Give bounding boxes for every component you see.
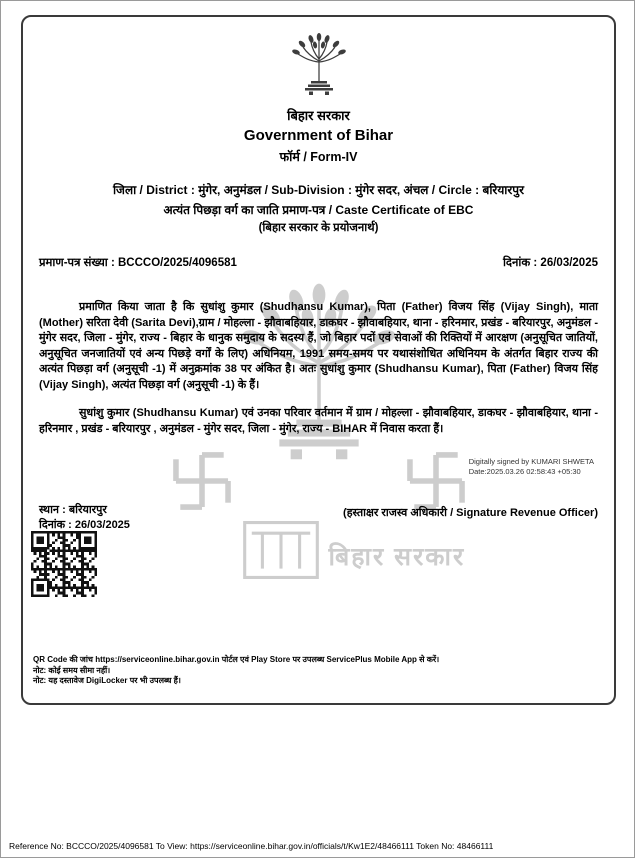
note-line: नोट: यह दस्तावेज DigiLocker पर भी उपलब्ध हैं। [33, 676, 181, 685]
issue-date: दिनांक : 26/03/2025 [502, 257, 598, 269]
bihar-emblem-icon [289, 31, 349, 96]
place-label: स्थान : बरियारपुर [39, 504, 107, 516]
reference-line: Reference No: BCCCO/2025/4096581 To View: https://serviceonline.bihar.gov.in/officials/t/Kw1E2/48466111 Token No: 48466111 [9, 841, 494, 851]
footer-notes [33, 655, 439, 687]
body-paragraph-1: प्रमाणित किया जाता है कि सुधांशु कुमार (Shudhansu Kumar), पिता (Father) विजय सिंह (Vijay Singh), माता (Mother) सरिता देवी (Sarita Devi),ग्राम / मोहल्ला - झौवाबहियार, डाकघर - झौवाबहियार, थाना - हरिनमार, प्रखंड - बरियारपुर, अनुमंडल - मुंगेर सदर, जिला - मुंगेर, राज्य - बिहार के धानुक समुदाय के सदस्य हैं, जो बिहार पदों एवं सेवाओं की रिक्तियों में आरक्षण (अनुसूचित जातियों, अनुसूचित जनजातियों एवं अन्य पिछड़े वर्गों के लिए) अधिनियम, 1991 समय-समय पर यथासंशोधित अधिनियम के अंतर्गत बिहार राज्य की अत्यंत पिछड़ा वर्ग (अनुसूची -1) में अनुक्रमांक 38 पर अंकित है। अतः सुधांशु कुमार (Shudhansu Kumar), पिता (Father) विजय सिंह (Vijay Singh), अत्यंत पिछड़ा वर्ग (अनुसूची -1) के हैं। [39, 301, 598, 391]
watermark-seal-icon [239, 519, 323, 581]
org-name-hindi: बिहार सरकार [287, 108, 350, 123]
digital-signature [469, 457, 594, 476]
body-paragraph-2: सुधांशु कुमार (Shudhansu Kumar) एवं उनका परिवार वर्तमान में ग्राम / मोहल्ला - झौवाबहियार, डाकघर - झौवाबहियार, थाना - हरिनमार , प्रखंड - बरियारपुर , अनुमंडल - मुंगेर सदर, जिला - मुंगेर, राज्य - BIHAR में निवास करता हैं। [39, 407, 598, 435]
certificate-number: प्रमाण-पत्र संख्या : BCCCO/2025/4096581 [39, 257, 237, 269]
certificate-title: अत्यंत पिछड़ा वर्ग का जाति प्रमाण-पत्र / Caste Certificate of EBC [163, 203, 474, 217]
org-name-english: Government of Bihar [243, 127, 394, 144]
certificate-border [21, 15, 616, 705]
officer-signature-label: (हस्ताक्षर राजस्व अधिकारी / Signature Revenue Officer) [343, 507, 598, 519]
place-date-block [39, 503, 130, 533]
purpose-line: (बिहार सरकार के प्रयोजनार्थ) [258, 222, 379, 234]
digital-signature-line1: Digitally signed by KUMARI SHWETA [468, 457, 594, 466]
digital-signature-line2: Date:2025.03.26 02:58:43 +05:30 [468, 466, 581, 476]
note-line: नोट: कोई समय सीमा नहीं। [33, 665, 111, 675]
watermark-text: बिहार सरकार [328, 543, 466, 571]
qr-code [31, 531, 97, 597]
form-number: फॉर्म / Form-IV [279, 150, 358, 164]
district-line: जिला / District : मुंगेर, अनुमंडल / Sub-Division : मुंगेर सदर, अंचल / Circle : बरियारपुर [112, 183, 525, 197]
watermark-swastika-left-icon [171, 450, 233, 512]
note-line: QR Code की जांच https://serviceonline.bihar.gov.in पोर्टल एवं Play Store पर उपलब्ध ServicePlus Mobile App से करें। [33, 655, 440, 664]
date-label: दिनांक : 26/03/2025 [39, 519, 130, 531]
watermark-swastika-right-icon [405, 450, 467, 512]
